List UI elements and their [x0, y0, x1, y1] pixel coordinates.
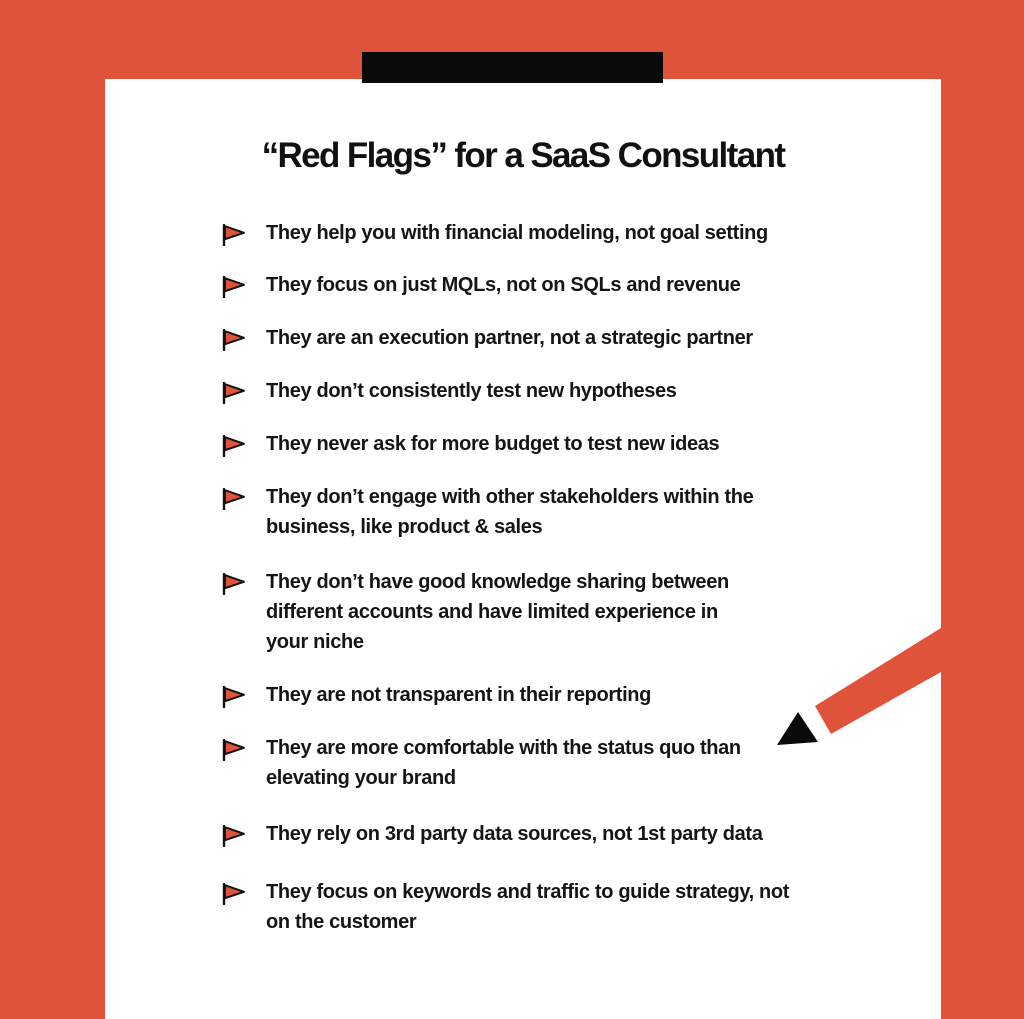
red-flag-text-line: elevating your brand: [266, 767, 456, 789]
red-flag-text: [266, 218, 856, 248]
red-flag-text: [266, 270, 856, 300]
red-flag-text: [266, 429, 856, 459]
red-flag-text-line: They don’t have good knowledge sharing between: [266, 571, 729, 593]
red-flag-text-line: They are an execution partner, not a strategic partner: [266, 327, 753, 349]
red-flag-text-line: They help you with financial modeling, not goal setting: [266, 222, 768, 244]
red-flag-text-line: different accounts and have limited experience in: [266, 601, 718, 623]
red-flag-text-line: They don’t consistently test new hypotheses: [266, 380, 677, 402]
red-flag-icon: [221, 488, 247, 510]
red-flag-text: [266, 680, 856, 710]
red-flag-text-line: They rely on 3rd party data sources, not 1st party data: [266, 823, 763, 845]
red-flag-text-line: They are more comfortable with the status quo than: [266, 737, 741, 759]
page-title: “Red Flags” for a SaaS Consultant: [261, 136, 785, 175]
red-flag-icon: [221, 329, 247, 351]
red-flag-icon: [221, 435, 247, 457]
red-flag-text-line: They focus on keywords and traffic to guide strategy, not: [266, 881, 790, 903]
red-flag-icon: [221, 382, 247, 404]
red-flag-text-line: your niche: [266, 631, 364, 653]
red-flag-text-line: They never ask for more budget to test new ideas: [266, 433, 720, 455]
red-flag-text-line: They focus on just MQLs, not on SQLs and revenue: [266, 274, 741, 296]
red-flag-text: [266, 567, 856, 657]
red-flag-icon: [221, 573, 247, 595]
red-flag-icon: [221, 224, 247, 246]
red-flag-text: [266, 376, 856, 406]
clipboard-clip: [362, 52, 663, 83]
red-flag-icon: [221, 883, 247, 905]
red-flag-text: [266, 819, 856, 849]
red-flag-text: [266, 482, 856, 542]
red-flag-icon: [221, 739, 247, 761]
red-flag-icon: [221, 686, 247, 708]
red-flag-text-line: on the customer: [266, 911, 417, 933]
red-flag-text-line: business, like product & sales: [266, 516, 543, 538]
red-flag-text: [266, 733, 856, 793]
red-flag-text-line: They don’t engage with other stakeholders within the: [266, 486, 754, 508]
red-flag-text-line: They are not transparent in their reporting: [266, 684, 652, 706]
red-flag-text: [266, 877, 856, 937]
red-flag-text: [266, 323, 856, 353]
red-flag-icon: [221, 825, 247, 847]
red-flag-icon: [221, 276, 247, 298]
